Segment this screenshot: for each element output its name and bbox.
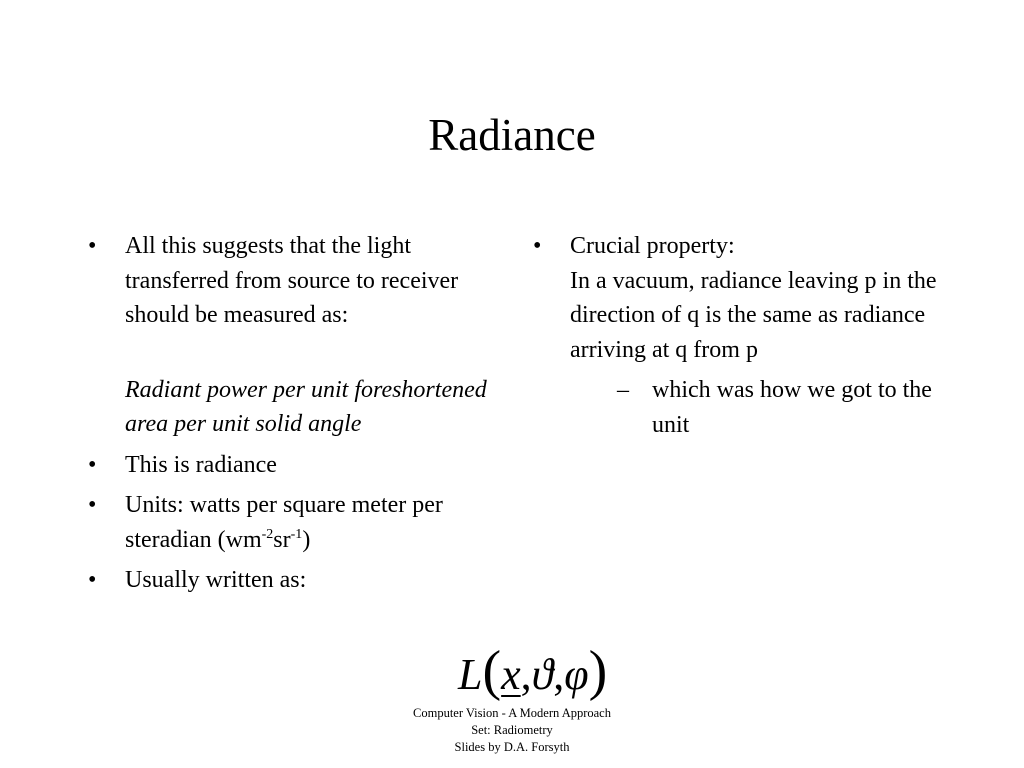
bullet-units-text: Units: watts per square meter per steradian (wm bbox=[125, 492, 443, 553]
bullet-crucial-property-heading: Crucial property: bbox=[570, 233, 735, 259]
slide-title: Radiance bbox=[428, 110, 596, 160]
footer-line-1: Computer Vision - A Modern Approach bbox=[413, 706, 611, 720]
bullet-this-is-radiance-text: This is radiance bbox=[125, 451, 277, 478]
bullet-measurement-text: All this suggests that the light transferred from source to receiver should be measured as: bbox=[125, 233, 459, 328]
bullet-measurement-definition: Radiant power per unit foreshortened area per unit solid angle bbox=[125, 376, 487, 437]
radiance-formula bbox=[458, 640, 607, 702]
bullet-this-is-radiance bbox=[88, 448, 508, 483]
units-exponent-1: -2 bbox=[261, 526, 274, 542]
units-exponent-2: -1 bbox=[290, 526, 303, 542]
right-bullet-list bbox=[533, 229, 953, 448]
formula-sep-2: , bbox=[553, 650, 565, 699]
formula-sep-1: , bbox=[520, 650, 532, 699]
bullet-crucial-property bbox=[533, 229, 953, 442]
units-sr: sr bbox=[273, 526, 291, 553]
slide-footer bbox=[0, 705, 1024, 756]
bullet-crucial-property-body: In a vacuum, radiance leaving p in the direction of q is the same as radiance arriving at q from p bbox=[570, 267, 937, 363]
bullet-usually-written bbox=[88, 563, 508, 598]
bullet-units bbox=[88, 488, 508, 557]
formula-symbol: L bbox=[458, 650, 483, 699]
formula-close-paren: ) bbox=[588, 640, 608, 702]
sub-bullet-unit-text: which was how we got to the unit bbox=[652, 377, 932, 438]
units-close-paren: ) bbox=[302, 526, 311, 553]
bullet-measurement bbox=[88, 229, 508, 442]
left-bullet-list bbox=[88, 229, 508, 604]
bullet-usually-written-text: Usually written as: bbox=[125, 567, 307, 593]
formula-open-paren: ( bbox=[482, 640, 502, 702]
sub-bullet-unit bbox=[617, 373, 953, 442]
formula-phi: φ bbox=[564, 650, 589, 699]
formula-theta: ϑ bbox=[531, 650, 554, 699]
footer-line-3: Slides by D.A. Forsyth bbox=[454, 740, 570, 754]
formula-x: x bbox=[501, 650, 521, 699]
spacer bbox=[125, 333, 508, 373]
footer-line-2: Set: Radiometry bbox=[471, 723, 553, 737]
